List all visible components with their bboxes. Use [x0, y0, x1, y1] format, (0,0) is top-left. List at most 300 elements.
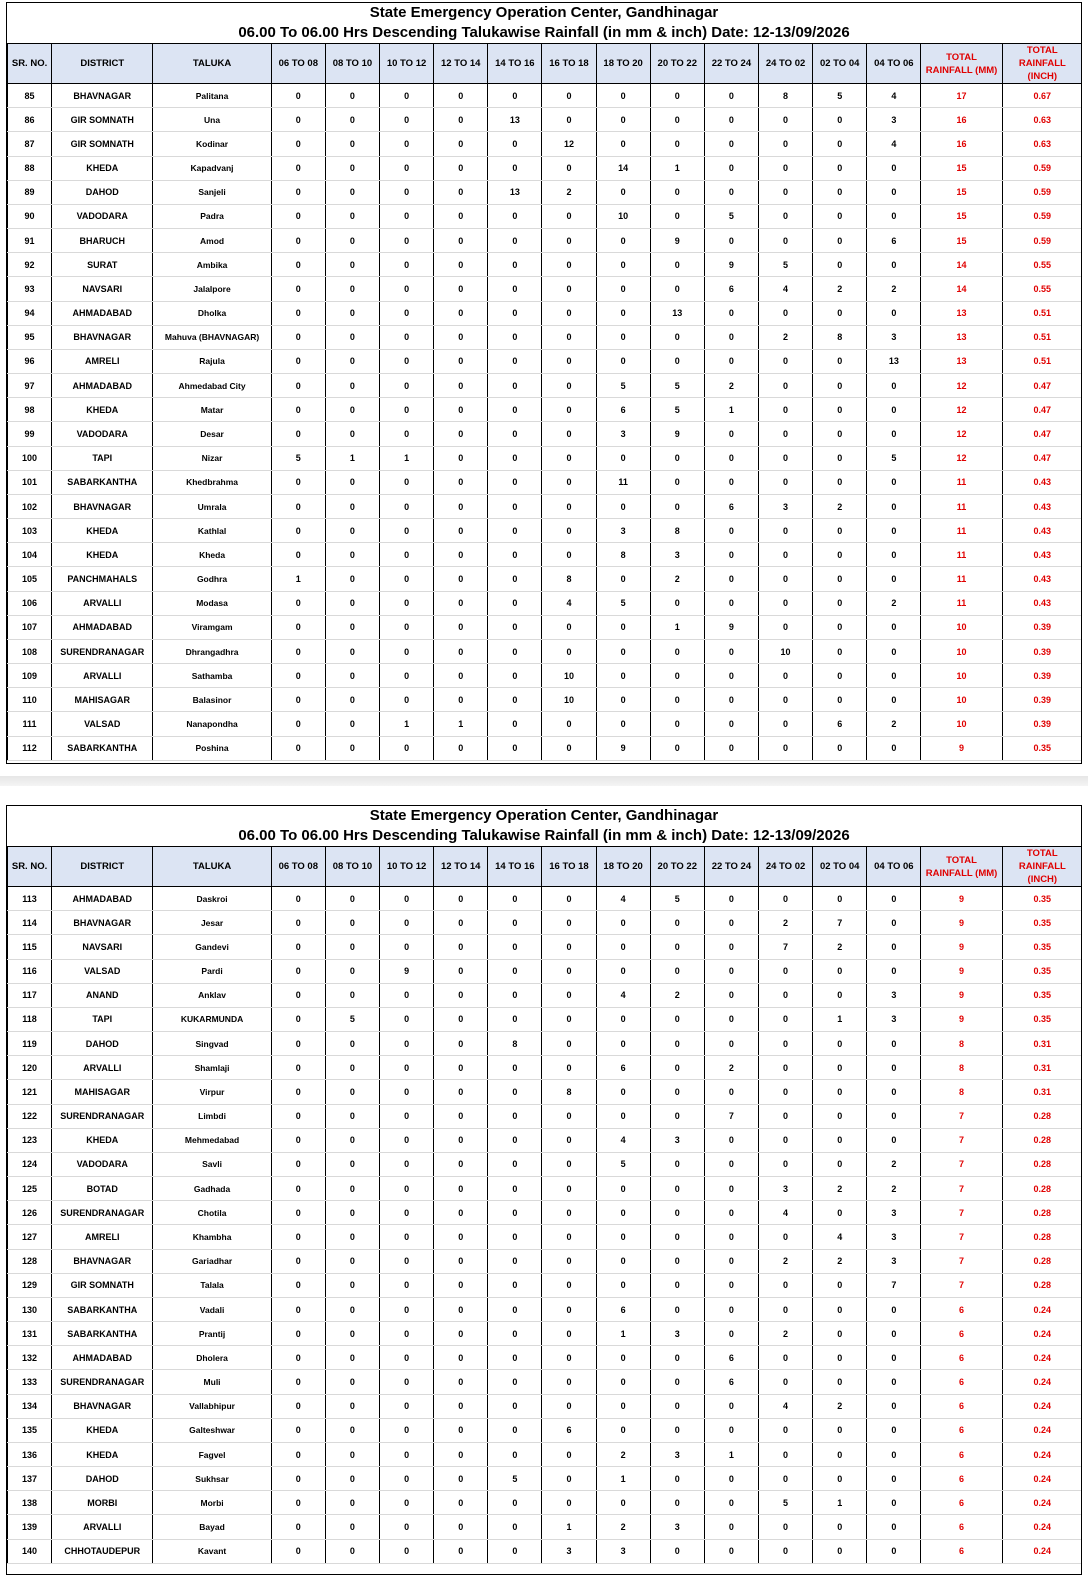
cell-h20-22: 0 — [650, 204, 704, 228]
cell-h08-10: 0 — [325, 567, 379, 591]
cell-h08-10: 0 — [325, 349, 379, 373]
cell-h22-24: 0 — [704, 84, 758, 108]
cell-total-inch: 0.59 — [1002, 180, 1082, 204]
table-row — [8, 567, 1083, 591]
cell-h22-24: 0 — [704, 1467, 758, 1491]
cell-total-mm: 6 — [921, 1491, 1002, 1515]
cell-h24-02: 0 — [758, 1032, 812, 1056]
cell-h16-18: 0 — [542, 712, 596, 736]
cell-h24-02: 0 — [758, 301, 812, 325]
cell-h14-16: 0 — [488, 1539, 542, 1563]
cell-district: CHHOTAUDEPUR — [52, 1539, 153, 1563]
cell-h24-02: 0 — [758, 1104, 812, 1128]
cell-h24-02: 0 — [758, 1370, 812, 1394]
cell-h16-18: 0 — [542, 494, 596, 518]
cell-h06-08: 5 — [271, 446, 325, 470]
cell-h08-10: 0 — [325, 1467, 379, 1491]
cell-h06-08: 0 — [271, 1225, 325, 1249]
cell-h10-12: 0 — [380, 204, 434, 228]
cell-total-mm: 7 — [921, 1225, 1002, 1249]
table-row — [8, 108, 1083, 132]
cell-sr-no: 103 — [8, 519, 52, 543]
cell-total-mm: 9 — [921, 911, 1002, 935]
cell-total-inch: 0.47 — [1002, 374, 1082, 398]
cell-h04-06: 0 — [867, 422, 921, 446]
cell-h12-14: 0 — [434, 180, 488, 204]
cell-h10-12: 0 — [380, 301, 434, 325]
cell-h12-14: 0 — [434, 1394, 488, 1418]
cell-taluka: Chotila — [153, 1201, 271, 1225]
cell-h02-04: 0 — [813, 887, 867, 911]
cell-h22-24: 0 — [704, 664, 758, 688]
column-header-h10-12: 10 TO 12 — [380, 847, 434, 887]
cell-h20-22: 3 — [650, 543, 704, 567]
cell-h08-10: 0 — [325, 1539, 379, 1563]
cell-h06-08: 0 — [271, 180, 325, 204]
cell-district: BHAVNAGAR — [52, 1249, 153, 1273]
cell-h14-16: 0 — [488, 1152, 542, 1176]
cell-h08-10: 0 — [325, 1442, 379, 1466]
cell-h06-08: 0 — [271, 1007, 325, 1031]
cell-sr-no: 118 — [8, 1007, 52, 1031]
cell-district: KHEDA — [52, 1418, 153, 1442]
cell-h08-10: 0 — [325, 1394, 379, 1418]
cell-h02-04: 0 — [813, 422, 867, 446]
cell-taluka: Modasa — [153, 591, 271, 615]
cell-sr-no: 99 — [8, 422, 52, 446]
cell-total-mm: 11 — [921, 470, 1002, 494]
cell-h02-04: 0 — [813, 639, 867, 663]
cell-sr-no: 122 — [8, 1104, 52, 1128]
cell-h06-08: 0 — [271, 1394, 325, 1418]
cell-total-inch: 0.24 — [1002, 1467, 1082, 1491]
cell-taluka: Gariadhar — [153, 1249, 271, 1273]
cell-h04-06: 0 — [867, 1297, 921, 1321]
cell-h10-12: 9 — [380, 959, 434, 983]
cell-district: AHMADABAD — [52, 374, 153, 398]
cell-h16-18: 0 — [542, 519, 596, 543]
cell-total-mm: 12 — [921, 374, 1002, 398]
cell-h20-22: 1 — [650, 615, 704, 639]
cell-h04-06: 0 — [867, 1491, 921, 1515]
cell-h10-12: 0 — [380, 1491, 434, 1515]
table-row — [8, 156, 1083, 180]
cell-h10-12: 0 — [380, 1032, 434, 1056]
cell-total-mm: 6 — [921, 1418, 1002, 1442]
cell-taluka: Limbdi — [153, 1104, 271, 1128]
cell-total-inch: 0.31 — [1002, 1032, 1082, 1056]
cell-total-mm: 6 — [921, 1322, 1002, 1346]
cell-h02-04: 0 — [813, 132, 867, 156]
cell-h16-18: 0 — [542, 1249, 596, 1273]
cell-h04-06: 0 — [867, 1032, 921, 1056]
cell-h14-16: 0 — [488, 494, 542, 518]
cell-h16-18: 0 — [542, 887, 596, 911]
cell-h04-06: 0 — [867, 639, 921, 663]
cell-sr-no: 129 — [8, 1273, 52, 1297]
cell-h16-18: 0 — [542, 1297, 596, 1321]
cell-h22-24: 0 — [704, 1394, 758, 1418]
cell-h24-02: 8 — [758, 84, 812, 108]
table-row — [8, 1152, 1083, 1176]
column-header-total-mm: TOTAL RAINFALL (MM) — [921, 44, 1002, 84]
cell-h02-04: 0 — [813, 446, 867, 470]
cell-total-mm: 9 — [921, 935, 1002, 959]
table-row — [8, 1515, 1083, 1539]
cell-district: DAHOD — [52, 1467, 153, 1491]
cell-h06-08: 0 — [271, 664, 325, 688]
cell-sr-no: 113 — [8, 887, 52, 911]
cell-h18-20: 0 — [596, 229, 650, 253]
cell-h04-06: 0 — [867, 470, 921, 494]
cell-h10-12: 0 — [380, 664, 434, 688]
cell-h24-02: 0 — [758, 519, 812, 543]
cell-h24-02: 0 — [758, 1346, 812, 1370]
cell-h10-12: 0 — [380, 229, 434, 253]
cell-h12-14: 0 — [434, 1346, 488, 1370]
cell-h04-06: 5 — [867, 446, 921, 470]
cell-h12-14: 0 — [434, 398, 488, 422]
cell-h18-20: 0 — [596, 1225, 650, 1249]
cell-h14-16: 0 — [488, 301, 542, 325]
cell-taluka: Bayad — [153, 1515, 271, 1539]
cell-h18-20: 0 — [596, 911, 650, 935]
cell-h10-12: 0 — [380, 1056, 434, 1080]
cell-taluka: Sukhsar — [153, 1467, 271, 1491]
cell-h16-18: 0 — [542, 156, 596, 180]
cell-district: VADODARA — [52, 204, 153, 228]
column-header-total-inch: TOTAL RAINFALL (INCH) — [1002, 847, 1082, 887]
cell-sr-no: 120 — [8, 1056, 52, 1080]
cell-h24-02: 0 — [758, 1056, 812, 1080]
table-row — [8, 712, 1083, 736]
table-row — [8, 1370, 1083, 1394]
cell-taluka: Balasinor — [153, 688, 271, 712]
cell-h14-16: 0 — [488, 398, 542, 422]
cell-sr-no: 126 — [8, 1201, 52, 1225]
cell-total-inch: 0.28 — [1002, 1104, 1082, 1128]
cell-h06-08: 0 — [271, 132, 325, 156]
cell-total-mm: 12 — [921, 422, 1002, 446]
cell-h04-06: 3 — [867, 1249, 921, 1273]
cell-h06-08: 0 — [271, 1249, 325, 1273]
cell-h20-22: 5 — [650, 398, 704, 422]
cell-h12-14: 0 — [434, 736, 488, 760]
cell-h10-12: 0 — [380, 398, 434, 422]
cell-sr-no: 128 — [8, 1249, 52, 1273]
cell-h14-16: 0 — [488, 959, 542, 983]
cell-h02-04: 0 — [813, 180, 867, 204]
cell-sr-no: 114 — [8, 911, 52, 935]
cell-district: VALSAD — [52, 712, 153, 736]
cell-district: MAHISAGAR — [52, 688, 153, 712]
cell-h14-16: 0 — [488, 983, 542, 1007]
table-row — [8, 84, 1083, 108]
cell-h18-20: 6 — [596, 1056, 650, 1080]
cell-h22-24: 0 — [704, 446, 758, 470]
column-header-sr-no: SR. NO. — [8, 847, 52, 887]
cell-h24-02: 4 — [758, 1394, 812, 1418]
cell-total-inch: 0.39 — [1002, 664, 1082, 688]
cell-h18-20: 0 — [596, 615, 650, 639]
cell-sr-no: 110 — [8, 688, 52, 712]
cell-sr-no: 108 — [8, 639, 52, 663]
cell-h04-06: 0 — [867, 664, 921, 688]
cell-h18-20: 0 — [596, 446, 650, 470]
cell-district: SURAT — [52, 253, 153, 277]
cell-h16-18: 2 — [542, 180, 596, 204]
cell-h02-04: 0 — [813, 519, 867, 543]
cell-h08-10: 0 — [325, 1080, 379, 1104]
cell-sr-no: 95 — [8, 325, 52, 349]
cell-total-inch: 0.47 — [1002, 446, 1082, 470]
cell-total-mm: 7 — [921, 1273, 1002, 1297]
cell-h10-12: 0 — [380, 1104, 434, 1128]
cell-total-mm: 6 — [921, 1297, 1002, 1321]
cell-h10-12: 0 — [380, 1152, 434, 1176]
cell-taluka: Umrala — [153, 494, 271, 518]
cell-sr-no: 121 — [8, 1080, 52, 1104]
cell-h22-24: 0 — [704, 1418, 758, 1442]
cell-total-inch: 0.51 — [1002, 349, 1082, 373]
cell-h04-06: 0 — [867, 1056, 921, 1080]
cell-district: SABARKANTHA — [52, 736, 153, 760]
cell-h14-16: 0 — [488, 1249, 542, 1273]
cell-h12-14: 0 — [434, 301, 488, 325]
table-row — [8, 422, 1083, 446]
cell-h14-16: 8 — [488, 1032, 542, 1056]
cell-taluka: Mahuva (BHAVNAGAR) — [153, 325, 271, 349]
cell-h08-10: 0 — [325, 887, 379, 911]
cell-h14-16: 0 — [488, 1225, 542, 1249]
cell-total-mm: 11 — [921, 494, 1002, 518]
cell-h22-24: 0 — [704, 1007, 758, 1031]
cell-h18-20: 0 — [596, 253, 650, 277]
cell-h12-14: 0 — [434, 1297, 488, 1321]
cell-h14-16: 0 — [488, 664, 542, 688]
cell-total-inch: 0.51 — [1002, 301, 1082, 325]
cell-h22-24: 0 — [704, 1515, 758, 1539]
cell-h16-18: 4 — [542, 591, 596, 615]
cell-h10-12: 0 — [380, 1249, 434, 1273]
cell-h16-18: 0 — [542, 1491, 596, 1515]
cell-district: MAHISAGAR — [52, 1080, 153, 1104]
table-row — [8, 1007, 1083, 1031]
cell-h10-12: 0 — [380, 1007, 434, 1031]
cell-taluka: Poshina — [153, 736, 271, 760]
cell-total-mm: 11 — [921, 591, 1002, 615]
cell-h08-10: 0 — [325, 301, 379, 325]
cell-h24-02: 0 — [758, 349, 812, 373]
cell-h22-24: 0 — [704, 1032, 758, 1056]
column-header-h08-10: 08 TO 10 — [325, 44, 379, 84]
cell-h14-16: 0 — [488, 422, 542, 446]
cell-h12-14: 0 — [434, 494, 488, 518]
cell-h08-10: 0 — [325, 470, 379, 494]
cell-taluka: Ambika — [153, 253, 271, 277]
column-header-h02-04: 02 TO 04 — [813, 847, 867, 887]
cell-h16-18: 3 — [542, 1539, 596, 1563]
cell-h04-06: 3 — [867, 108, 921, 132]
cell-h20-22: 0 — [650, 712, 704, 736]
cell-h20-22: 0 — [650, 736, 704, 760]
cell-h18-20: 0 — [596, 349, 650, 373]
cell-h06-08: 0 — [271, 1056, 325, 1080]
cell-h14-16: 0 — [488, 84, 542, 108]
cell-h14-16: 0 — [488, 1201, 542, 1225]
cell-h24-02: 0 — [758, 156, 812, 180]
cell-h24-02: 0 — [758, 1467, 812, 1491]
cell-h12-14: 0 — [434, 229, 488, 253]
column-header-h14-16: 14 TO 16 — [488, 847, 542, 887]
cell-h18-20: 4 — [596, 1128, 650, 1152]
cell-h10-12: 0 — [380, 1467, 434, 1491]
cell-h06-08: 0 — [271, 229, 325, 253]
cell-h12-14: 0 — [434, 1249, 488, 1273]
cell-h10-12: 0 — [380, 1394, 434, 1418]
cell-total-mm: 7 — [921, 1201, 1002, 1225]
cell-h06-08: 0 — [271, 712, 325, 736]
cell-h06-08: 0 — [271, 935, 325, 959]
table-row — [8, 591, 1083, 615]
column-header-h16-18: 16 TO 18 — [542, 847, 596, 887]
cell-h20-22: 0 — [650, 1249, 704, 1273]
cell-district: GIR SOMNATH — [52, 132, 153, 156]
table-row — [8, 494, 1083, 518]
cell-total-inch: 0.35 — [1002, 887, 1082, 911]
cell-h18-20: 14 — [596, 156, 650, 180]
cell-taluka: Vadali — [153, 1297, 271, 1321]
cell-total-inch: 0.59 — [1002, 204, 1082, 228]
cell-h16-18: 0 — [542, 1346, 596, 1370]
table-row — [8, 935, 1083, 959]
cell-h02-04: 0 — [813, 204, 867, 228]
cell-total-mm: 10 — [921, 639, 1002, 663]
cell-h04-06: 3 — [867, 1225, 921, 1249]
cell-taluka: KUKARMUNDA — [153, 1007, 271, 1031]
cell-h24-02: 0 — [758, 688, 812, 712]
cell-total-inch: 0.43 — [1002, 591, 1082, 615]
table-row — [8, 1104, 1083, 1128]
cell-h04-06: 0 — [867, 615, 921, 639]
cell-taluka: Kathlal — [153, 519, 271, 543]
cell-district: AHMADABAD — [52, 1346, 153, 1370]
cell-h20-22: 0 — [650, 1467, 704, 1491]
cell-h24-02: 2 — [758, 911, 812, 935]
cell-taluka: Dhrangadhra — [153, 639, 271, 663]
cell-h04-06: 2 — [867, 1152, 921, 1176]
cell-total-inch: 0.35 — [1002, 959, 1082, 983]
table-row — [8, 132, 1083, 156]
cell-h12-14: 0 — [434, 277, 488, 301]
cell-h24-02: 0 — [758, 1128, 812, 1152]
cell-h20-22: 0 — [650, 1007, 704, 1031]
cell-h02-04: 2 — [813, 1394, 867, 1418]
cell-sr-no: 88 — [8, 156, 52, 180]
cell-h06-08: 0 — [271, 108, 325, 132]
cell-h02-04: 0 — [813, 567, 867, 591]
cell-h02-04: 8 — [813, 325, 867, 349]
cell-taluka: Dholka — [153, 301, 271, 325]
cell-h16-18: 0 — [542, 422, 596, 446]
cell-total-mm: 15 — [921, 229, 1002, 253]
cell-h20-22: 5 — [650, 887, 704, 911]
table-row — [8, 911, 1083, 935]
cell-h18-20: 0 — [596, 132, 650, 156]
cell-h06-08: 0 — [271, 983, 325, 1007]
cell-h12-14: 0 — [434, 983, 488, 1007]
cell-h16-18: 0 — [542, 253, 596, 277]
cell-h24-02: 0 — [758, 1273, 812, 1297]
cell-sr-no: 131 — [8, 1322, 52, 1346]
cell-h22-24: 0 — [704, 688, 758, 712]
cell-h14-16: 0 — [488, 688, 542, 712]
cell-h02-04: 0 — [813, 1322, 867, 1346]
cell-h08-10: 0 — [325, 132, 379, 156]
cell-h20-22: 0 — [650, 1394, 704, 1418]
cell-h12-14: 0 — [434, 1152, 488, 1176]
column-header-h24-02: 24 TO 02 — [758, 44, 812, 84]
cell-h16-18: 0 — [542, 1056, 596, 1080]
cell-h08-10: 5 — [325, 1007, 379, 1031]
cell-taluka: Vallabhipur — [153, 1394, 271, 1418]
cell-h20-22: 0 — [650, 1491, 704, 1515]
cell-h04-06: 0 — [867, 543, 921, 567]
cell-h14-16: 0 — [488, 1346, 542, 1370]
cell-h04-06: 0 — [867, 959, 921, 983]
cell-h08-10: 0 — [325, 422, 379, 446]
cell-h24-02: 0 — [758, 591, 812, 615]
cell-h24-02: 2 — [758, 325, 812, 349]
cell-total-mm: 11 — [921, 543, 1002, 567]
cell-h14-16: 0 — [488, 1128, 542, 1152]
cell-h06-08: 0 — [271, 887, 325, 911]
cell-h04-06: 3 — [867, 983, 921, 1007]
cell-h12-14: 0 — [434, 446, 488, 470]
cell-total-inch: 0.59 — [1002, 229, 1082, 253]
cell-total-inch: 0.55 — [1002, 253, 1082, 277]
cell-taluka: Nanapondha — [153, 712, 271, 736]
cell-h08-10: 0 — [325, 1418, 379, 1442]
cell-h16-18: 0 — [542, 277, 596, 301]
cell-h08-10: 0 — [325, 325, 379, 349]
cell-h04-06: 0 — [867, 180, 921, 204]
cell-h06-08: 0 — [271, 639, 325, 663]
cell-h22-24: 0 — [704, 325, 758, 349]
cell-h14-16: 13 — [488, 180, 542, 204]
cell-taluka: Ahmedabad City — [153, 374, 271, 398]
cell-h04-06: 0 — [867, 688, 921, 712]
cell-h16-18: 0 — [542, 349, 596, 373]
cell-h08-10: 0 — [325, 639, 379, 663]
cell-h20-22: 0 — [650, 325, 704, 349]
cell-h10-12: 0 — [380, 736, 434, 760]
cell-total-mm: 15 — [921, 204, 1002, 228]
cell-h08-10: 0 — [325, 1322, 379, 1346]
cell-total-mm: 6 — [921, 1515, 1002, 1539]
cell-district: VADODARA — [52, 1152, 153, 1176]
cell-district: BOTAD — [52, 1177, 153, 1201]
cell-taluka: Gandevi — [153, 935, 271, 959]
cell-h24-02: 0 — [758, 567, 812, 591]
cell-h04-06: 0 — [867, 887, 921, 911]
cell-h08-10: 0 — [325, 1346, 379, 1370]
cell-total-inch: 0.35 — [1002, 935, 1082, 959]
cell-sr-no: 138 — [8, 1491, 52, 1515]
cell-h10-12: 0 — [380, 1080, 434, 1104]
table-row — [8, 983, 1083, 1007]
cell-h12-14: 0 — [434, 1418, 488, 1442]
